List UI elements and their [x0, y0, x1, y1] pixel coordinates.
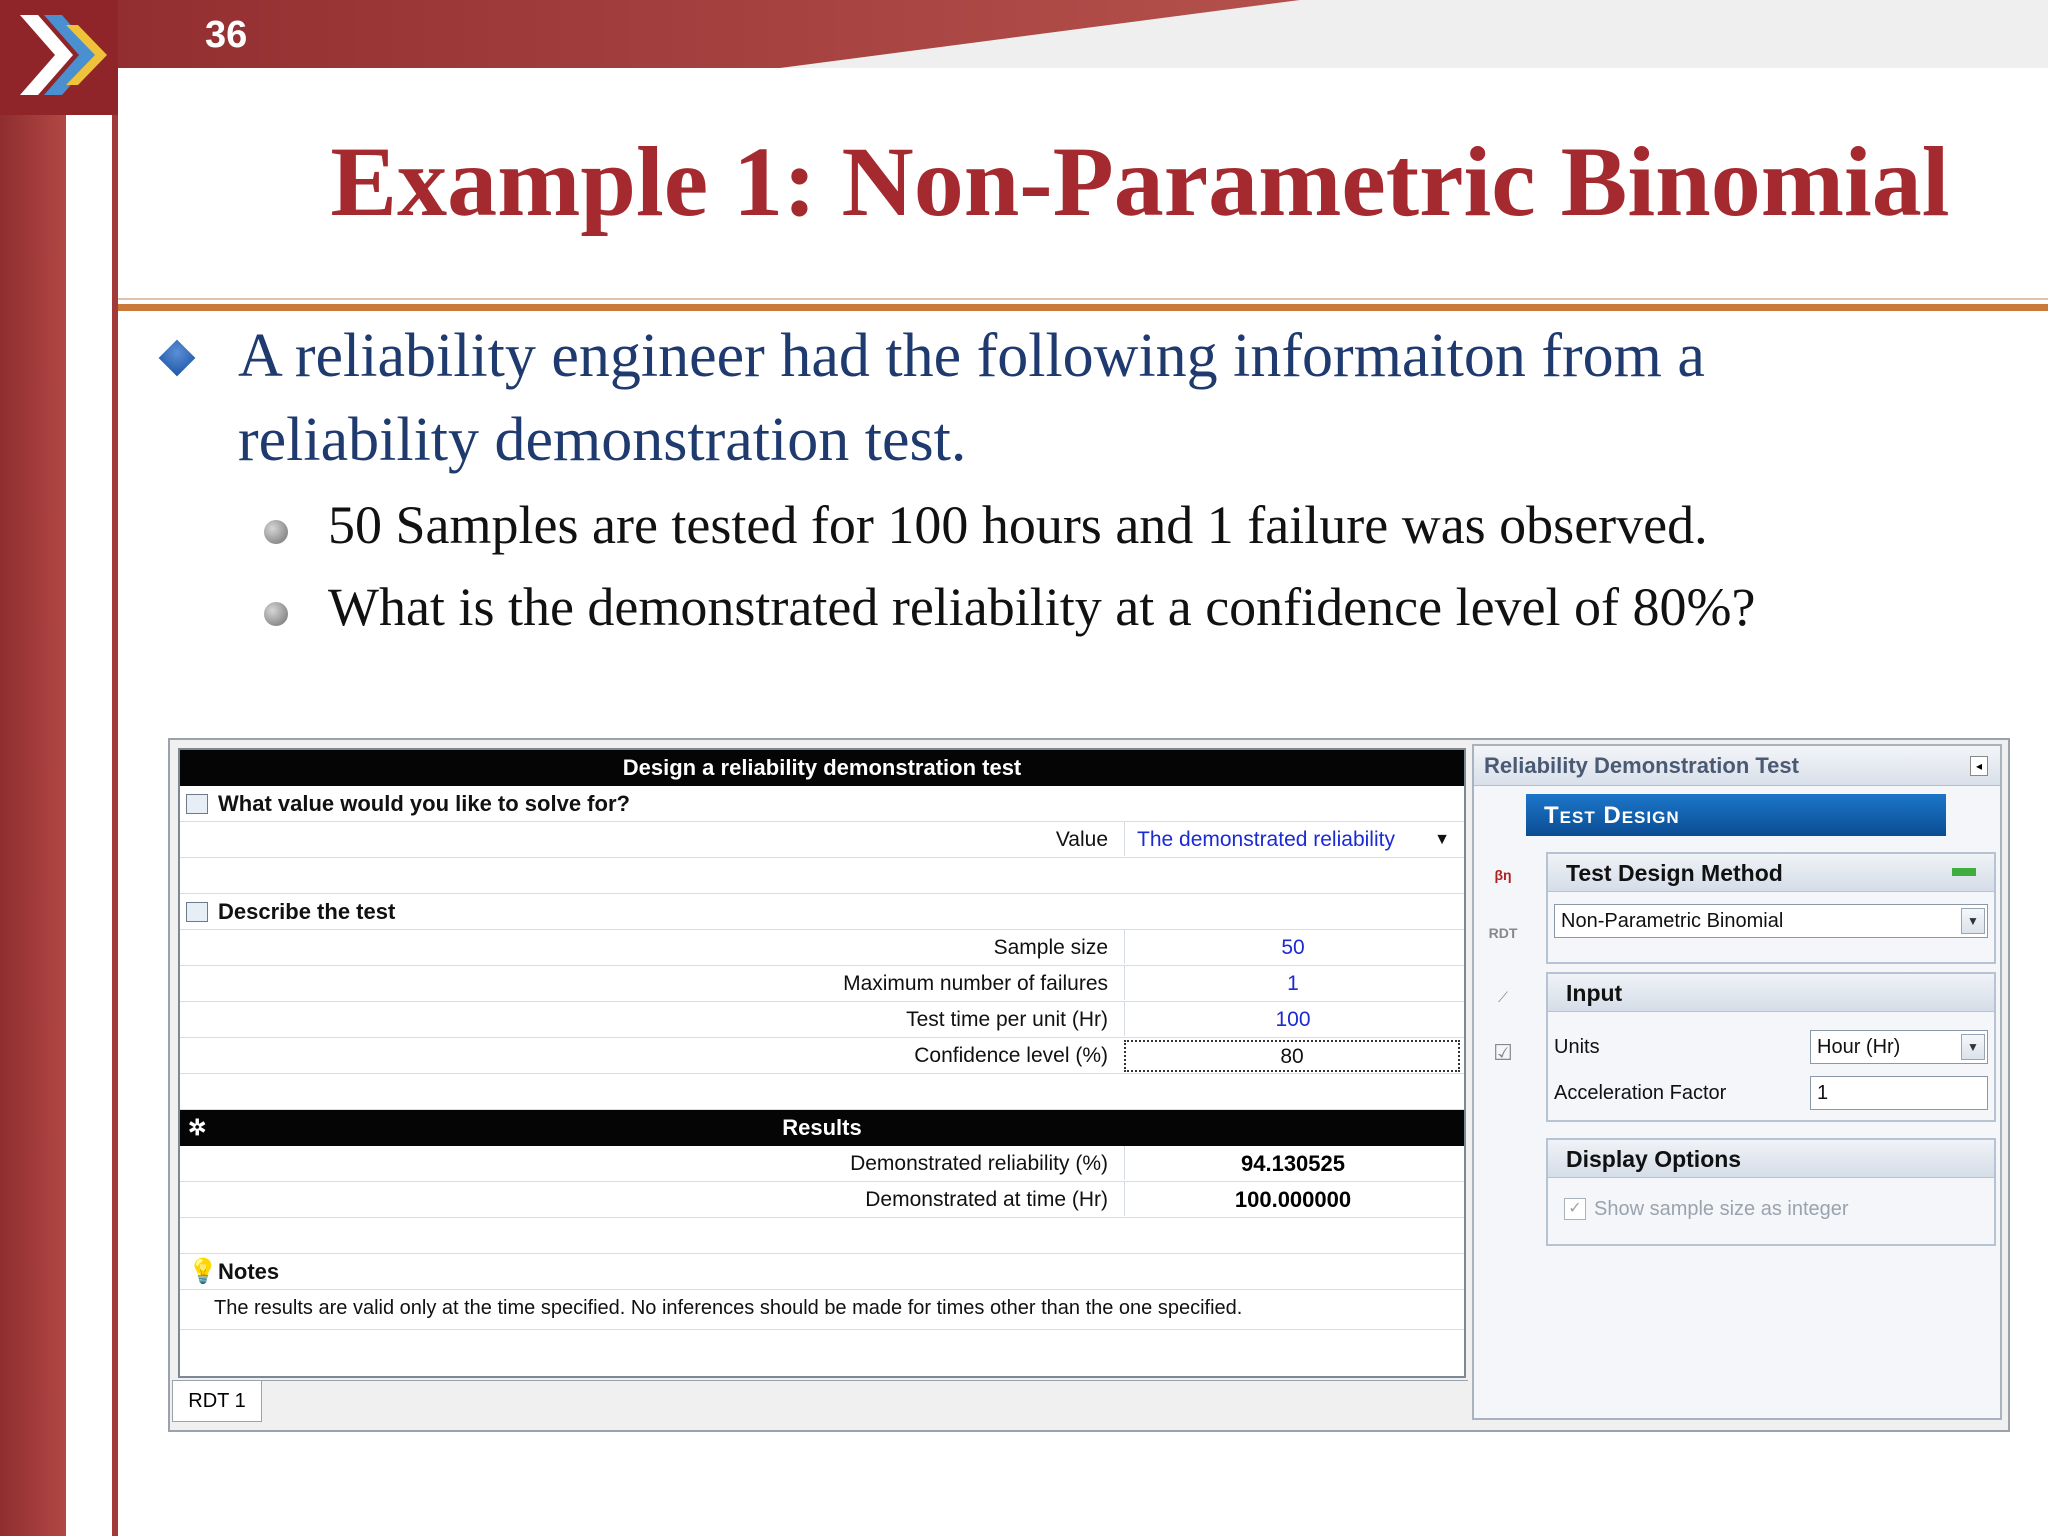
result-row	[180, 1182, 1464, 1218]
value-selected-text: The demonstrated reliability	[1137, 828, 1395, 851]
display-options-group	[1546, 1138, 1996, 1246]
design-grid	[178, 748, 1466, 1378]
input-label: Sample size	[993, 936, 1108, 959]
notes-title: Notes	[218, 1259, 280, 1284]
sub-bullet-1: 50 Samples are tested for 100 hours and 1 failure was observed.	[328, 495, 1708, 555]
title-rule	[118, 304, 2048, 311]
blank-row	[180, 1074, 1464, 1110]
blank-row	[180, 1218, 1464, 1254]
collapse-panel-icon[interactable]: ◂	[1970, 756, 1988, 776]
result-label: Demonstrated at time (Hr)	[865, 1188, 1108, 1211]
circle-bullet-icon	[264, 520, 288, 544]
chevron-logo-icon	[0, 0, 118, 115]
solve-for-section[interactable]	[180, 786, 1464, 822]
tab-test-design[interactable]: Test Design	[1526, 794, 1946, 836]
input-group-header: Input	[1548, 974, 1994, 1012]
logo	[0, 0, 118, 115]
sub-bullet-2: What is the demonstrated reliability at a confidence level of 80%?	[328, 577, 1756, 637]
result-label: Demonstrated reliability (%)	[850, 1152, 1108, 1175]
notes-row	[180, 1290, 1464, 1330]
input-label: Confidence level (%)	[914, 1044, 1108, 1067]
tab-rdt-1[interactable]: RDT 1	[172, 1380, 262, 1422]
units-select-value: Hour (Hr)	[1817, 1036, 1901, 1058]
gear-icon: ✲	[188, 1115, 207, 1140]
left-accent-edge	[112, 115, 118, 1536]
dropdown-arrow-icon[interactable]: ▼	[1434, 831, 1450, 848]
display-options-header: Display Options	[1548, 1140, 1994, 1178]
demonstrated-time-value: 100.000000	[1124, 1182, 1461, 1216]
input-row	[180, 966, 1464, 1002]
show-integer-label: Show sample size as integer	[1594, 1198, 1849, 1220]
main-bullet-text: A reliability engineer had the following informaiton from a reliability demonstration test.	[238, 322, 1705, 474]
value-row	[180, 822, 1464, 858]
expand-section-icon[interactable]	[186, 902, 208, 922]
test-design-method-group	[1546, 852, 1996, 964]
diamond-bullet-icon	[159, 340, 196, 377]
circle-bullet-icon	[264, 602, 288, 626]
max-failures-input[interactable]: 1	[1124, 966, 1461, 1000]
status-indicator-icon	[1952, 868, 1976, 876]
input-label: Maximum number of failures	[843, 972, 1108, 995]
test-design-method-header	[1548, 854, 1994, 892]
describe-test-section[interactable]	[180, 894, 1464, 930]
value-select[interactable]	[1124, 822, 1460, 856]
lightbulb-icon: 💡	[188, 1258, 218, 1285]
rdt-control-panel	[1472, 744, 2002, 1420]
notes-section	[180, 1254, 1464, 1290]
rdt-application-window	[168, 738, 2010, 1432]
describe-test-label: Describe the test	[218, 899, 396, 924]
plot-icon[interactable]: ⟋	[1498, 989, 1508, 1005]
acceleration-factor-input[interactable]: 1	[1810, 1076, 1988, 1110]
input-row	[180, 1038, 1464, 1074]
units-select[interactable]	[1810, 1030, 1988, 1064]
input-group	[1546, 972, 1996, 1122]
expand-section-icon[interactable]	[186, 794, 208, 814]
beta-eta-icon[interactable]: βη	[1494, 867, 1512, 883]
solve-for-label: What value would you like to solve for?	[218, 791, 630, 816]
blank-row	[180, 858, 1464, 894]
chevron-down-icon[interactable]: ▼	[1961, 1034, 1985, 1060]
title-rule-light	[118, 298, 2048, 300]
tab-strip	[172, 1380, 1468, 1425]
rdt-icon[interactable]: RDT	[1488, 925, 1518, 941]
check-icon[interactable]: ☑	[1493, 1040, 1513, 1065]
sample-size-input[interactable]: 50	[1124, 930, 1461, 964]
input-row	[180, 1002, 1464, 1038]
results-header-label: Results	[782, 1115, 862, 1140]
panel-title: Reliability Demonstration Test	[1474, 746, 2000, 786]
slide-title: Example 1: Non-Parametric Binomial	[330, 126, 1950, 237]
grid-header: Design a reliability demonstration test	[180, 750, 1464, 786]
acceleration-factor-label: Acceleration Factor	[1554, 1082, 1727, 1104]
notes-text: The results are valid only at the time specified. No inferences should be made for times other than the one specified.	[214, 1297, 1243, 1319]
test-time-input[interactable]: 100	[1124, 1002, 1461, 1036]
demonstrated-reliability-value: 94.130525	[1124, 1146, 1461, 1180]
left-accent-inner	[66, 115, 112, 1536]
slide-page-number: 36	[205, 14, 248, 56]
units-label: Units	[1554, 1036, 1600, 1058]
input-label: Test time per unit (Hr)	[906, 1008, 1108, 1031]
method-select[interactable]	[1554, 904, 1988, 938]
show-integer-checkbox[interactable]: ✓	[1564, 1198, 1586, 1220]
confidence-level-input[interactable]: 80	[1124, 1040, 1460, 1072]
test-design-method-title: Test Design Method	[1566, 860, 1783, 886]
value-label: Value	[1055, 828, 1108, 851]
chevron-down-icon[interactable]: ▼	[1961, 908, 1985, 934]
results-header	[180, 1110, 1464, 1146]
result-row	[180, 1146, 1464, 1182]
input-row	[180, 930, 1464, 966]
method-select-value: Non-Parametric Binomial	[1561, 910, 1784, 932]
